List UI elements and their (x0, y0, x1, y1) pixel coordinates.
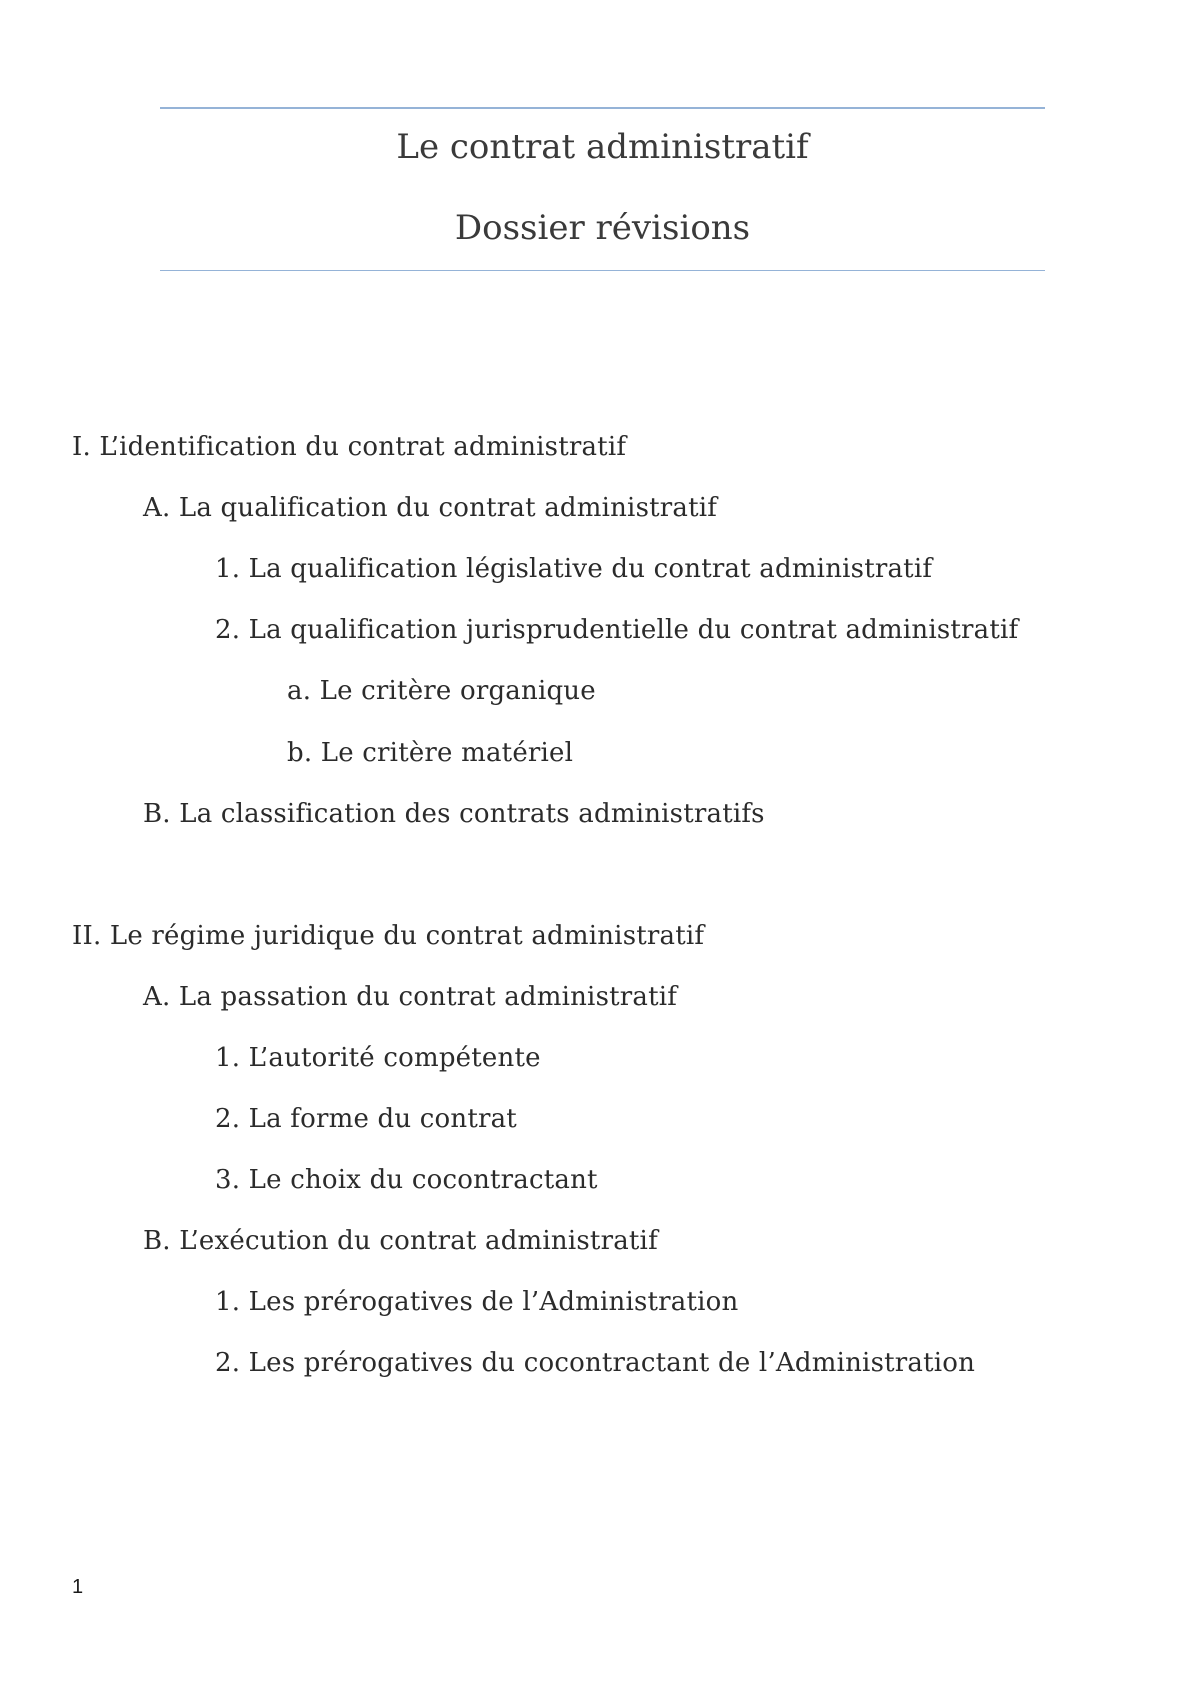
outline-section-2b: B. L’exécution du contrat administratif (143, 1226, 658, 1256)
outline-subitem-1a2b: b. Le critère matériel (287, 738, 574, 768)
outline-item-1a2: 2. La qualification jurisprudentielle du contrat administratif (215, 615, 1019, 645)
outline-section-1a: A. La qualification du contrat administratif (143, 493, 718, 523)
page-number: 1 (72, 1576, 84, 1598)
outline-item-1a1: 1. La qualification législative du contrat administratif (215, 554, 933, 584)
outline-part-2-heading: II. Le régime juridique du contrat administratif (72, 921, 705, 951)
outline-item-2b1: 1. Les prérogatives de l’Administration (215, 1287, 739, 1317)
outline-section-2a: A. La passation du contrat administratif (143, 982, 678, 1012)
outline-item-2a2: 2. La forme du contrat (215, 1104, 517, 1134)
title-top-rule (160, 107, 1045, 109)
document-subtitle: Dossier révisions (454, 208, 751, 248)
outline-section-1b: B. La classification des contrats administratifs (143, 799, 765, 829)
document-title: Le contrat administratif (396, 127, 809, 167)
outline-subitem-1a2a: a. Le critère organique (287, 676, 596, 706)
title-block (160, 107, 1045, 272)
title-bottom-rule (160, 270, 1045, 271)
outline-item-2a3: 3. Le choix du cocontractant (215, 1165, 598, 1195)
outline-part-1-heading: I. L’identification du contrat administratif (72, 432, 627, 462)
outline-item-2a1: 1. L’autorité compétente (215, 1043, 541, 1073)
outline-item-2b2: 2. Les prérogatives du cocontractant de l’Administration (215, 1348, 976, 1378)
